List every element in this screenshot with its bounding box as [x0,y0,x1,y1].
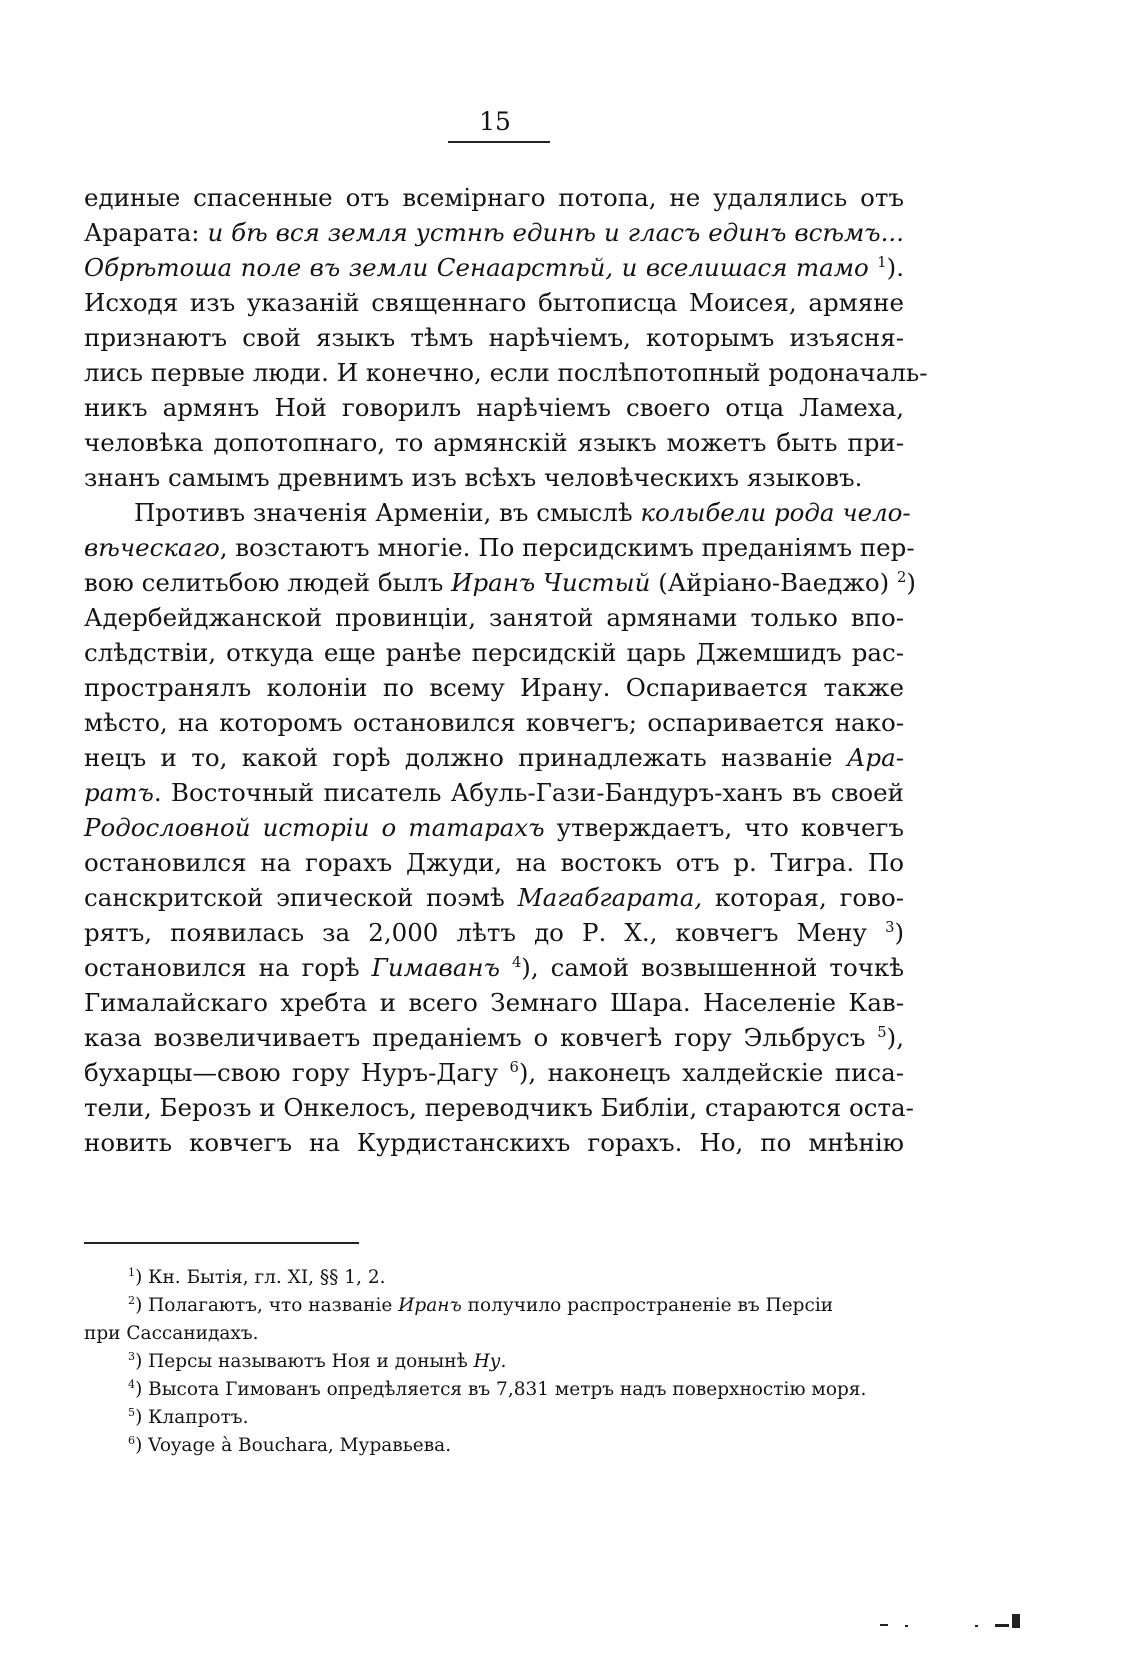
text-run: знанъ самымъ древнимъ изъ всѣхъ человѣческихъ языковъ. [84,463,863,492]
footnote-marker: 4 [511,953,522,971]
text-line [84,915,904,950]
text-run: получило распространеніе въ Персіи [461,1295,834,1316]
italic-text: и бѣ вся земля устнѣ единѣ и гласъ единъ всѣмъ... [207,218,904,247]
text-run: ) Voyage à Bouchara, Муравьева. [135,1435,452,1456]
italic-text: Родословной исторіи о татарахъ [84,813,545,842]
italic-text: Иранъ [398,1295,462,1316]
text-run: ) Кн. Бытія, гл. XI, §§ 1, 2. [135,1267,386,1288]
text-line [84,355,928,390]
text-run: вою селитьбою людей былъ [84,568,452,597]
text-line [84,390,904,425]
footnote-line [84,1348,904,1376]
footnote-marker: 5 [877,1023,887,1041]
footnote-marker: 2 [128,1293,136,1307]
text-line [84,705,904,740]
footnote-separator [84,1242,359,1244]
text-run: рятъ, появилась за 2,000 лѣтъ до Р. Х., ковчегъ Мену [84,918,886,947]
text-line [84,250,904,285]
text-run: , возстаютъ многіе. По персидскимъ преданіямъ пер- [219,533,915,562]
text-line [84,810,904,845]
footnote-line [84,1432,904,1460]
text-line [84,320,904,355]
text-line [84,460,904,495]
text-line [84,425,904,460]
text-line [84,180,904,215]
text-line [84,215,904,250]
italic-text: Иранъ Чистый [451,568,651,597]
text-run: ), [886,1023,904,1052]
italic-text: ратъ [84,778,154,807]
scan-speck [880,1624,888,1626]
footnote-marker: 4 [128,1377,136,1391]
text-line [84,635,904,670]
text-run: при Сассанидахъ. [84,1323,259,1344]
text-run: ) Персы называютъ Ноя и донынѣ [135,1351,474,1372]
italic-text: Гимаванъ [371,953,500,982]
text-run: ) Высота Гимованъ опредѣляется въ 7,831 метръ надъ поверхностію моря. [135,1379,867,1400]
text-run [500,953,512,982]
scan-speck [995,1624,1009,1627]
text-line [84,740,904,775]
text-line [84,1125,904,1160]
text-line [84,1090,914,1125]
text-line [84,775,904,810]
text-run [869,253,877,282]
text-run: ) [906,568,916,597]
text-run: пространялъ колоніи по всему Ирану. Оспаривается также [84,673,904,702]
text-run: человѣка допотопнаго, то армянскій языкъ можетъ быть при- [84,428,904,457]
scan-speck [1012,1614,1020,1628]
footnote-marker: 3 [128,1349,136,1363]
footnote-line [84,1264,904,1292]
text-run: ), самой возвышенной точкѣ [521,953,904,982]
text-run: единые спасенные отъ всемірнаго потопа, не удалялись отъ [84,183,904,212]
text-run: которая, гово- [702,883,904,912]
footnote-marker: 1 [877,253,887,271]
text-line [84,285,904,320]
footnote-marker: 2 [896,568,907,586]
text-run: Адербейджанской провинціи, занятой армянами только впо- [84,603,904,632]
text-run: бухарцы—свою гору Нуръ-Дагу [84,1058,510,1087]
text-run: ) Полагаютъ, что названіе [135,1295,399,1316]
footnote-line [84,1404,904,1432]
text-run: Противъ значенія Арменіи, въ смыслѣ [134,498,641,527]
text-run: остановился на горѣ [84,953,372,982]
text-run: (Айріано-Ваеджо) [650,568,897,597]
text-run: . [500,1351,507,1372]
text-run: утверждаетъ, что ковчегъ [544,813,904,842]
text-run: остановился на горахъ Джуди, на востокъ отъ р. Тигра. По [84,848,904,877]
body-text [84,180,928,1160]
footnote-marker: 3 [885,918,895,936]
text-run: каза возвеличиваетъ преданіемъ о ковчегѣ гору Эльбрусъ [84,1023,878,1052]
text-run: тели, Берозъ и Онкелосъ, переводчикъ Библіи, стараются оста- [84,1093,914,1122]
text-line [84,600,904,635]
footnote-line [84,1376,904,1404]
text-line [84,1020,904,1055]
text-run: мѣсто, на которомъ остановился ковчегъ; оспаривается нако- [84,708,904,737]
italic-text: Обрѣтоша поле въ земли Сенаарстѣй, и вселишася тамо [84,253,869,282]
text-run: лись первые люди. И конечно, если послѣпотопный родоначаль- [84,358,928,387]
text-run: ) [894,918,904,947]
text-run: слѣдствіи, откуда еще ранѣе персидскій царь Джемшидъ рас- [84,638,904,667]
scan-speck [905,1625,908,1627]
text-line [84,670,904,705]
text-line [84,1055,904,1090]
footnote-marker: 5 [128,1405,136,1419]
text-run: санскритской эпической поэмѣ [84,883,518,912]
text-line [84,845,904,880]
text-run: нецъ и то, какой горѣ должно принадлежать названіе [84,743,847,772]
footnote-marker: 6 [128,1433,136,1447]
text-line [84,565,916,600]
text-run: признаютъ свой языкъ тѣмъ нарѣчіемъ, которымъ изъясня- [84,323,904,352]
text-run: Исходя изъ указаній священнаго бытописца Моисея, армяне [84,288,904,317]
text-line [84,880,904,915]
text-line [84,985,904,1020]
footnote-line [84,1292,904,1320]
text-run: ). [886,253,904,282]
footnotes [84,1264,904,1460]
page-number: 15 [479,107,511,136]
scan-speck [975,1625,978,1627]
page-number-rule [448,141,550,143]
text-run: . Восточный писатель Абуль-Гази-Бандуръ-ханъ въ своей [153,778,904,807]
text-run: ), наконецъ халдейскіе писа- [518,1058,904,1087]
italic-text: Магабгарата, [517,883,703,912]
text-run: новить ковчегъ на Курдистанскихъ горахъ. Но, по мнѣнію [84,1128,904,1157]
italic-text: вѣческаго [84,533,220,562]
italic-text: колыбели рода чело- [640,498,911,527]
text-line [84,495,911,530]
text-run: никъ армянъ Ной говорилъ нарѣчіемъ своего отца Ламеха, [84,393,904,422]
footnote-marker: 6 [509,1058,519,1076]
text-line [84,530,915,565]
italic-text: Ну [473,1351,501,1372]
footnote-marker: 1 [128,1265,136,1279]
text-line [84,950,904,985]
text-run: ) Клапротъ. [135,1407,249,1428]
italic-text: Ара- [846,743,904,772]
footnote-line [84,1320,904,1348]
text-run: Гималайскаго хребта и всего Земнаго Шара. Населеніе Кав- [84,988,904,1017]
text-run: Арарата: [84,218,208,247]
